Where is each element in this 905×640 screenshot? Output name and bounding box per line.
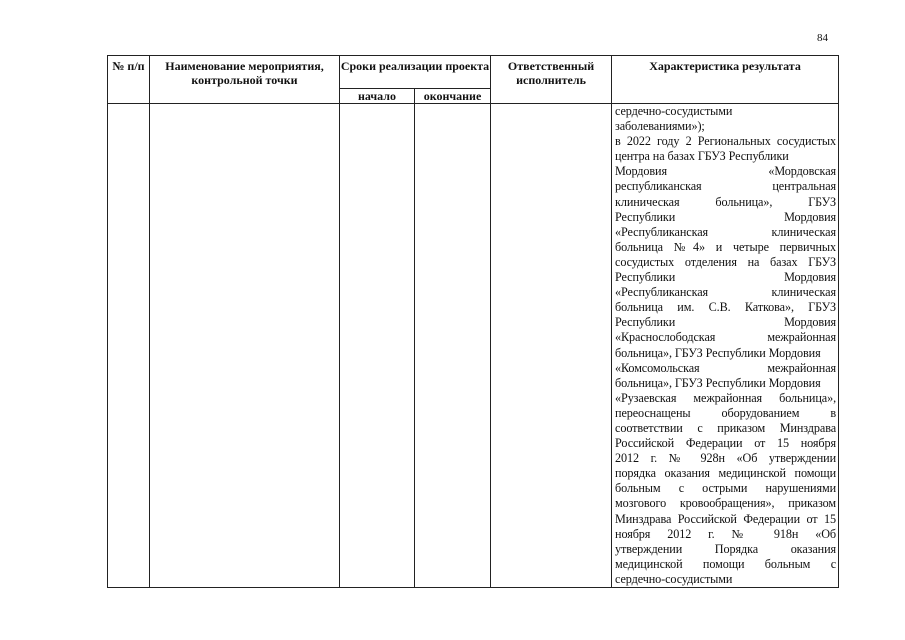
result-line: «Комсомольская межрайонная: [615, 360, 837, 375]
result-line: республиканская центральная: [615, 179, 837, 194]
result-line: ноября 2012 г. № 918н «Об: [615, 526, 837, 541]
result-line: заболеваниями»);: [615, 119, 705, 134]
header-end: окончание: [415, 89, 491, 104]
table-row: [108, 104, 839, 588]
result-line: Республики Мордовия: [615, 315, 837, 330]
result-line: «Республиканская клиническая: [615, 224, 837, 239]
cell-result: [612, 104, 839, 588]
result-line: 2012 г. № 928н «Об утверждении: [615, 451, 837, 466]
header-name: Наименование мероприятия, контрольной точки: [150, 56, 340, 104]
page-number: 84: [817, 32, 828, 44]
result-line: Республики Мордовия: [615, 209, 837, 224]
cell-number: [108, 104, 150, 588]
result-line: сосудистых отделения на базах ГБУЗ: [615, 254, 837, 269]
result-line: Российской Федерации от 15 ноября: [615, 436, 837, 451]
result-line: «Республиканская клиническая: [615, 285, 837, 300]
result-line: центра на базах ГБУЗ Республики: [615, 149, 789, 164]
result-text: [612, 104, 838, 587]
cell-end: [415, 104, 491, 588]
result-line: Мордовия «Мордовская: [615, 164, 837, 179]
result-line: клиническая больница», ГБУЗ: [615, 194, 837, 209]
result-line: «Рузаевская межрайонная больница»,: [615, 390, 837, 405]
result-line: в 2022 году 2 Региональных сосудистых: [615, 134, 837, 149]
result-line: больница», ГБУЗ Республики Мордовия: [615, 345, 821, 360]
header-number: № п/п: [108, 56, 150, 104]
result-line: мозгового кровообращения», приказом: [615, 496, 837, 511]
result-line: больница», ГБУЗ Республики Мордовия: [615, 375, 821, 390]
result-line: Минздрава Российской Федерации от 15: [615, 511, 837, 526]
result-line: сердечно-сосудистыми: [615, 571, 733, 586]
header-terms: Сроки реализации проекта: [340, 56, 491, 89]
result-line: больница им. С.В. Каткова», ГБУЗ: [615, 300, 837, 315]
cell-start: [340, 104, 415, 588]
header-result: Характеристика результата: [612, 56, 839, 104]
result-line: Республики Мордовия: [615, 270, 837, 285]
result-line: соответствии с приказом Минздрава: [615, 420, 837, 435]
header-responsible: Ответственный исполнитель: [491, 56, 612, 104]
result-line: переоснащены оборудованием в: [615, 405, 837, 420]
result-line: сердечно-сосудистыми: [615, 104, 733, 118]
measures-table: [107, 55, 839, 588]
cell-responsible: [491, 104, 612, 588]
result-line: больным с острыми нарушениями: [615, 481, 837, 496]
result-line: утверждении Порядка оказания: [615, 541, 837, 556]
header-start: начало: [340, 89, 415, 104]
cell-name: [150, 104, 340, 588]
result-line: больница №4» и четыре первичных: [615, 239, 837, 254]
result-line: медицинской помощи больным с: [615, 556, 837, 571]
result-line: «Краснослободская межрайонная: [615, 330, 837, 345]
result-line: порядка оказания медицинской помощи: [615, 466, 837, 481]
